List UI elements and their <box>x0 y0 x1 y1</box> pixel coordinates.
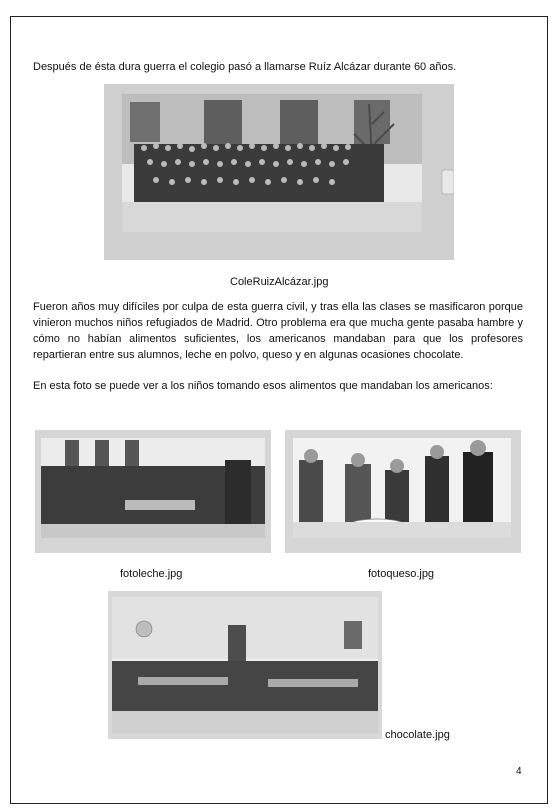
paragraph-refugees: Fueron años muy difíciles por culpa de esta guerra civil, y tras ella las clases se masificaron porque vinieron muchos niños refugiados de Madrid. Otro problema era que mucha gente pasaba hambre y cómo no habían alimentos suficientes, los americanos mandaban para que los profesores repartieran entre sus alumnos, leche en polvo, queso y en algunas ocasiones chocolate. <box>33 301 523 361</box>
milk-photo <box>35 430 271 553</box>
group-school-photo <box>104 84 454 260</box>
group-photo-caption: ColeRuizAlcázar.jpg <box>230 276 329 288</box>
chocolate-photo <box>108 591 382 739</box>
page-number: 4 <box>516 766 522 777</box>
paragraph-food-photo-intro: En esta foto se puede ver a los niños tomando esos alimentos que mandaban los americanos: <box>33 380 493 392</box>
cheese-photo-caption: fotoqueso.jpg <box>368 568 435 580</box>
chocolate-photo-caption: chocolate.jpg <box>385 729 450 741</box>
intro-text: Después de ésta dura guerra el colegio pasó a llamarse Ruíz Alcázar durante 60 años. <box>33 61 457 73</box>
cheese-photo <box>285 430 521 553</box>
milk-photo-caption: fotoleche.jpg <box>120 568 183 580</box>
